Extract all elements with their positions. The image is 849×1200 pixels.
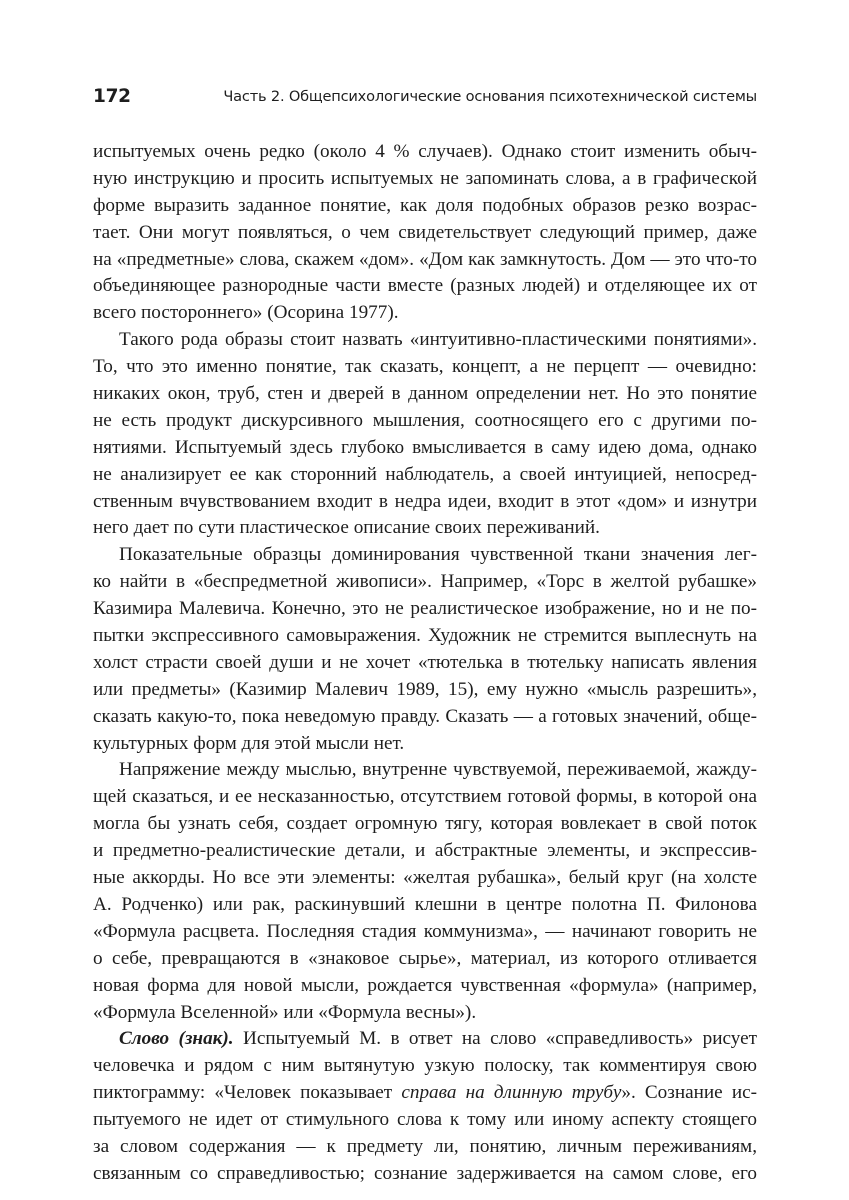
text-line: пытки экспрессивного самовыражения. Художник не стремится выплеснуть на	[93, 625, 757, 647]
text-line: всего постороннего» (Осорина 1977).	[93, 302, 399, 324]
text-segment: пиктограмму: «Человек показывает	[93, 1082, 402, 1104]
text-line: за словом содержания — к предмету ли, понятию, личным переживаниям,	[93, 1135, 757, 1157]
text-line: о себе, превращаются в «знаковое сырье», материал, из которого отливается	[93, 947, 757, 969]
text-line: не есть продукт дискурсивного мышления, соотносящего его с другими по-	[93, 409, 757, 431]
text-line: А. Родченко) или рак, раскинувший клешни в центре полотна П. Филонова	[93, 893, 757, 915]
text-line: ную инструкцию и просить испытуемых не запоминать слова, а в графической	[93, 167, 757, 189]
text-line: испытуемых очень редко (около 4 % случаев). Однако стоит изменить обыч-	[93, 141, 757, 162]
text-line: могла бы узнать себя, создает огромную тягу, которая вовлекает в свой поток	[93, 813, 757, 835]
paragraph	[93, 327, 757, 542]
paragraph	[93, 139, 757, 327]
running-title: Часть 2. Общепсихологические основания психотехнической системы	[223, 88, 757, 105]
text-line: Показательные образцы доминирования чувственной ткани значения лег-	[119, 544, 757, 566]
text-line: сказать какую-то, пока неведомую правду. Сказать — а готовых значений, обще-	[93, 705, 757, 727]
section-lead-in: Слово (знак).	[119, 1028, 234, 1050]
page-header	[93, 86, 757, 112]
text-line: новая форма для новой мысли, рождается чувственная «формула» (например,	[93, 974, 757, 996]
page-number: 172	[93, 86, 131, 107]
text-line: щей сказаться, и ее несказанностью, отсутствием готовой формы, в которой она	[93, 786, 757, 808]
text-segment: ». Сознание ис-	[621, 1082, 757, 1104]
text-segment: Испытуемый М. в ответ на слово «справедливость» рисует	[243, 1028, 757, 1050]
text-line: ственным вчувствованием входит в недра идеи, входит в этот «дом» и изнутри	[93, 490, 757, 512]
body-text	[93, 139, 757, 1188]
paragraph	[93, 542, 757, 757]
text-line: Казимира Малевича. Конечно, это не реалистическое изображение, но и не по-	[93, 598, 757, 620]
text-line: него дает по сути пластическое описание своих переживаний.	[93, 517, 600, 539]
text-line: и предметно-реалистические детали, и абстрактные элементы, и экспрессив-	[93, 840, 757, 862]
text-line: культурных форм для этой мысли нет.	[93, 732, 405, 754]
text-line: пытуемого не идет от стимульного слова к тому или иному аспекту стоящего	[93, 1109, 757, 1131]
italic-quote: справа на длинную трубу	[401, 1082, 622, 1104]
text-line: или предметы» (Казимир Малевич 1989, 15), ему нужно «мысль разрешить»,	[93, 678, 757, 700]
text-line	[93, 1026, 757, 1053]
text-line: ко найти в «беспредметной живописи». Например, «Торс в желтой рубашке»	[93, 571, 757, 593]
text-line: «Формула Вселенной» или «Формула весны»).	[93, 1001, 477, 1023]
text-line: тает. Они могут появляться, о чем свидетельствует следующий пример, даже	[93, 221, 757, 243]
paragraph	[93, 757, 757, 1026]
text-line: Напряжение между мыслью, внутренне чувствуемой, переживаемой, жажду-	[119, 759, 757, 781]
text-line: связанным со справедливостью; сознание задерживается на самом слове, его	[93, 1162, 757, 1184]
text-line: То, что это именно понятие, так сказать, концепт, а не перцепт — очевидно:	[93, 356, 757, 378]
text-line: никаких окон, труб, стен и дверей в данном определении нет. Но это понятие	[93, 383, 757, 405]
text-line: нятиями. Испытуемый здесь глубоко вмысливается в саму идею дома, однако	[93, 436, 757, 458]
text-line: холст страсти своей души и не хочет «тютелька в тютельку написать явления	[93, 651, 757, 673]
text-line: ные аккорды. Но все эти элементы: «желтая рубашка», белый круг (на холсте	[93, 867, 757, 889]
text-line: Такого рода образы стоит назвать «интуитивно-пластическими понятиями».	[119, 329, 757, 351]
text-line: на «предметные» слова, скажем «дом». «Дом как замкнутость. Дом — это что-то	[93, 248, 757, 270]
text-line: объединяющее разнородные части вместе (разных людей) и отделяющее их от	[93, 275, 757, 297]
text-line: форме выразить заданное понятие, как доля подобных образов резко возрас-	[93, 194, 757, 216]
paragraph	[93, 1026, 757, 1187]
text-line	[93, 1080, 757, 1107]
text-line: не анализирует ее как сторонний наблюдатель, а своей интуицией, непосред-	[93, 463, 757, 485]
text-line: «Формула расцвета. Последняя стадия коммунизма», — начинают говорить не	[93, 920, 757, 942]
book-page	[93, 0, 757, 1200]
text-line: человечка и рядом с ним вытянутую узкую полоску, так комментируя свою	[93, 1055, 757, 1077]
